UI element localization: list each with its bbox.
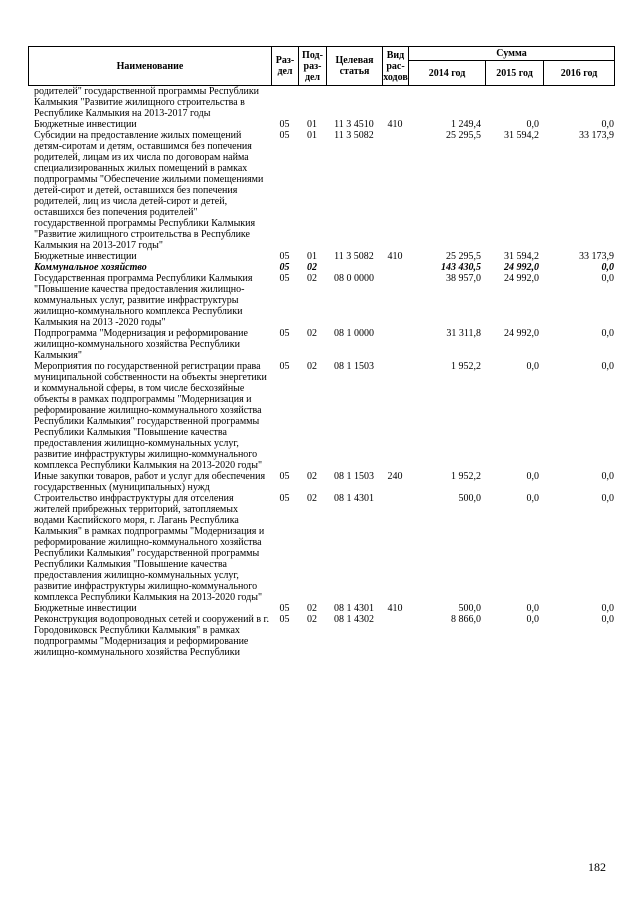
row-name-cell: Подпрограмма "Модернизация и реформирование жилищно-коммунального хозяйства Республики Калмыкия" [34,328,248,361]
celevaya-cell: 08 1 4301 [334,493,374,504]
razdel-cell: 05 [279,251,290,262]
sum-2014-cell: 1 249,4 [451,119,481,130]
vid-cell: 410 [387,119,403,130]
sum-2016-cell: 0,0 [601,361,614,372]
col-2014-header: 2014 год [409,61,486,86]
row-name-cell: Мероприятия по государственной регистрации права муниципальной собственности на объекты энергетики и коммунальной сферы, в том числе бесхозяйные объекты в рамках подпрограммы "Модернизация и реформирование жилищно-коммунального хозяйства Республики Калмыкия" государственной программы Республики Калмыкия "Повышение качества предоставления жилищно-коммунальных услуг, развитие инфраструктуры жилищно-коммунального комплекса Республики Калмыкия на 2013-2020 годы" [34,361,267,471]
row-name-cell: Иные закупки товаров, работ и услуг для обеспечения государственных (муниципальных) нужд [34,471,266,493]
razdel-cell: 05 [279,603,290,614]
table-row [28,471,614,493]
vid-cell: 410 [387,603,403,614]
row-name-cell: родителей" государственной программы Республики Калмыкия "Развитие жилищного строительства в Республике Калмыкия на 2013-2017 годы [34,86,260,119]
table-row [28,262,614,273]
vid-cell [382,361,408,471]
table-row [28,130,614,251]
sum-2014-cell [408,86,485,119]
razdel-cell: 05 [279,361,290,372]
col-summa-header: Сумма [409,47,615,61]
sum-2016-cell [543,86,614,119]
sum-2015-cell [485,86,543,119]
sum-2015-cell: 0,0 [526,493,539,504]
col-2016-header: 2016 год [544,61,615,86]
celevaya-cell [326,86,382,119]
razdel-cell: 05 [279,328,290,339]
razdel-cell: 05 [279,273,290,284]
vid-cell [382,86,408,119]
sum-2015-cell: 0,0 [526,603,539,614]
podrazdel-cell: 02 [307,471,317,482]
sum-2016-cell: 0,0 [601,328,614,339]
row-name-cell: Субсидии на предоставление жилых помещений детям-сиротам и детям, оставшимся без попечения родителей, лицам из их числа по договорам найма специализированных жилых помещений в рамках подпрограммы "Обеспечение жильими помещениями детей-сирот и детей, оставшихся без попечения родителей, лиц из числа детей-сирот и детей, оставшихся без попечения родителей" государственной программы Республики Калмыкия "Развитие жилищного строительства в Республике Калмыкия на 2013-2017 годы" [34,130,264,251]
col-2015-header: 2015 год [486,61,544,86]
table-row [28,493,614,603]
sum-2014-cell: 25 295,5 [446,251,481,262]
celevaya-cell: 08 1 4302 [334,614,374,625]
vid-cell [382,328,408,361]
sum-2016-cell: 0,0 [601,262,614,273]
sum-2015-cell: 24 992,0 [504,328,539,339]
sum-2016-cell: 33 173,9 [579,251,614,262]
sum-2015-cell: 31 594,2 [504,251,539,262]
col-name-header: Наименование [29,47,272,86]
podrazdel-cell: 02 [307,493,317,504]
sum-2016-cell: 0,0 [601,273,614,284]
celevaya-cell: 08 1 1503 [334,361,374,372]
sum-2015-cell: 0,0 [526,119,539,130]
sum-2016-cell: 0,0 [601,471,614,482]
table-row [28,603,614,614]
col-celevaya-header: Целевая статья [327,47,383,86]
table-row [28,119,614,130]
celevaya-cell: 08 1 0000 [334,328,374,339]
page-number: 182 [588,860,606,874]
sum-2015-cell: 24 992,0 [504,273,539,284]
vid-cell [382,273,408,328]
vid-cell [382,493,408,603]
sum-2014-cell: 1 952,2 [451,471,481,482]
table-row [28,614,614,658]
podrazdel-cell: 02 [307,614,317,625]
podrazdel-cell: 02 [307,273,317,284]
sum-2014-cell: 25 295,5 [446,130,481,141]
row-name-cell: Строительство инфраструктуры для отселения жителей прибрежных территорий, затопляемых водами Каспийского моря, г. Лагань Республика Калмыкия" в рамках подпрограммы "Модернизация и реформирование жилищно-коммунального хозяйства Республики Калмыкия" государственной программы Республики Калмыкия "Повышение качества предоставления жилищно-коммунальных услуг, развитие инфраструктуры жилищно-коммунального комплекса Республики Калмыкия на 2013-2020 годы" [34,493,265,603]
podrazdel-cell: 01 [307,130,317,141]
col-razdel-header: Раз-дел [272,47,299,86]
sum-2015-cell: 0,0 [526,614,539,625]
celevaya-cell: 11 3 5082 [334,130,374,141]
sum-2014-cell: 1 952,2 [451,361,481,372]
sum-2014-cell: 38 957,0 [446,273,481,284]
row-name-cell: Бюджетные инвестиции [34,119,137,130]
table-row [28,86,614,119]
vid-cell: 410 [387,251,403,262]
sum-2014-cell: 143 430,5 [441,262,481,273]
vid-cell: 240 [387,471,403,482]
razdel-cell: 05 [279,130,290,141]
podrazdel-cell: 01 [307,119,317,130]
row-name-cell: Коммунальное хозяйство [34,262,147,273]
row-name-cell: Бюджетные инвестиции [34,251,137,262]
table-row [28,328,614,361]
sum-2016-cell: 0,0 [601,614,614,625]
sum-2016-cell: 33 173,9 [579,130,614,141]
razdel-cell [271,86,298,119]
celevaya-cell: 08 0 0000 [334,273,374,284]
table-header [28,46,615,86]
podrazdel-cell: 02 [307,262,317,273]
table-row [28,251,614,262]
sum-2016-cell: 0,0 [601,603,614,614]
table-row [28,361,614,471]
celevaya-cell: 08 1 1503 [334,471,374,482]
podrazdel-cell: 02 [307,361,317,372]
sum-2015-cell: 0,0 [526,471,539,482]
podrazdel-cell [298,86,326,119]
podrazdel-cell: 01 [307,251,317,262]
row-name-cell: Государственная программа Республики Калмыкия "Повышение качества предоставления жилищно-коммунальных услуг, развитие инфраструктуры жилищно-коммунального комплекса Республики Калмыкия на 2013 -2020 годы" [34,273,253,328]
sum-2014-cell: 500,0 [458,603,481,614]
razdel-cell: 05 [279,614,290,625]
celevaya-cell: 11 3 5082 [334,251,374,262]
vid-cell [382,614,408,658]
table-row [28,273,614,328]
col-podrazdel-header: Под-раз-дел [299,47,327,86]
vid-cell [382,130,408,251]
celevaya-cell: 11 3 4510 [334,119,374,130]
razdel-cell: 05 [279,262,290,273]
col-vid-header: Вид рас-ходов [383,47,409,86]
row-name-cell: Бюджетные инвестиции [34,603,137,614]
razdel-cell: 05 [279,471,290,482]
vid-cell [382,262,408,273]
sum-2015-cell: 24 992,0 [504,262,539,273]
razdel-cell: 05 [279,493,290,504]
sum-2014-cell: 8 866,0 [451,614,481,625]
sum-2014-cell: 500,0 [458,493,481,504]
sum-2016-cell: 0,0 [601,493,614,504]
sum-2014-cell: 31 311,8 [446,328,481,339]
celevaya-cell: 08 1 4301 [334,603,374,614]
podrazdel-cell: 02 [307,603,317,614]
sum-2015-cell: 31 594,2 [504,130,539,141]
razdel-cell: 05 [279,119,290,130]
table-body [28,86,614,658]
podrazdel-cell: 02 [307,328,317,339]
row-name-cell: Реконструкция водопроводных сетей и сооружений в г. Городовиковск Республики Калмыкия" в рамках подпрограммы "Модернизация и реформирование жилищно-коммунального хозяйства Республики [34,614,270,658]
celevaya-cell [326,262,382,273]
sum-2016-cell: 0,0 [601,119,614,130]
sum-2015-cell: 0,0 [526,361,539,372]
